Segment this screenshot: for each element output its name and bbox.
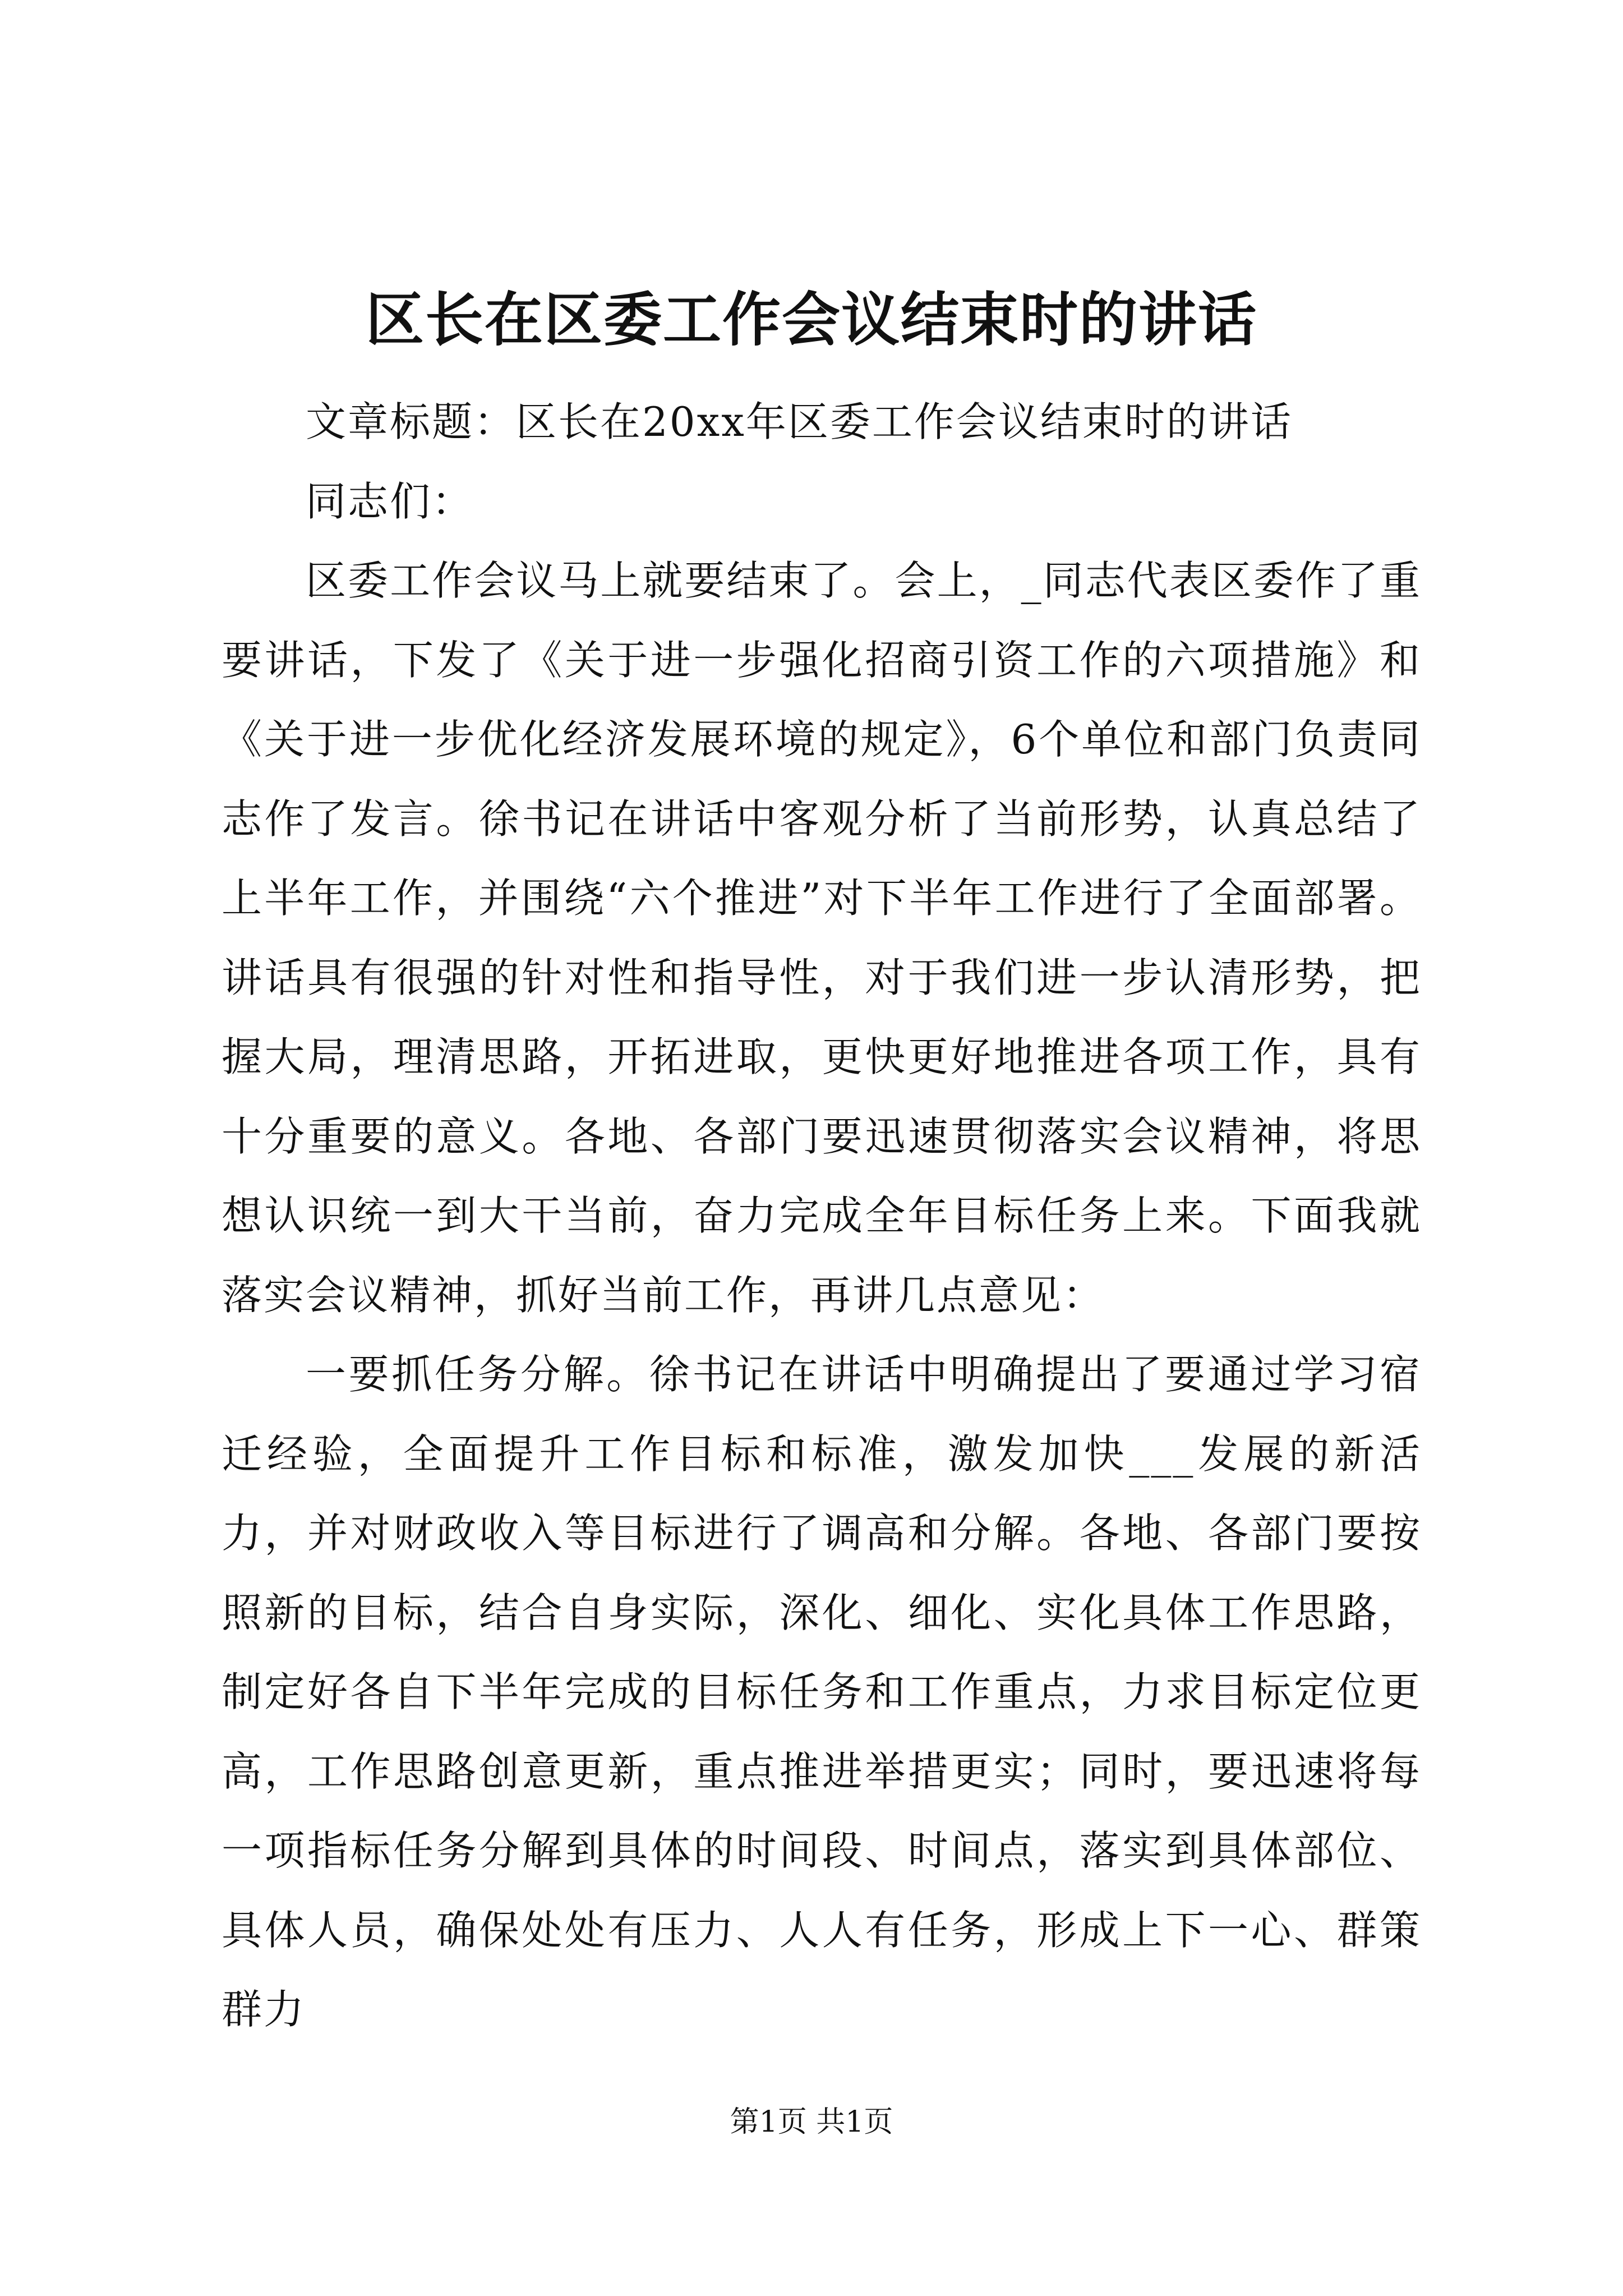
page-number-label: 第1页 共1页 — [730, 2105, 893, 2139]
document-body — [222, 383, 1422, 2050]
body-paragraph: 区委工作会议马上就要结束了。会上，_同志代表区委作了重要讲话，下发了《关于进一步强化招商引资工作的六项措施》和《关于进一步优化经济发展环境的规定》，6个单位和部门负责同志作了发言。徐书记在讲话中客观分析了当前形势，认真总结了上半年工作，并围绕“六个推进”对下半年工作进行了全面部署。讲话具有很强的针对性和指导性，对于我们进一步认清形势，把握大局，理清思路，开拓进取，更快更好地推进各项工作，具有十分重要的意义。各地、各部门要迅速贯彻落实会议精神，将思想认识统一到大干当前，奋力完成全年目标任务上来。下面我就落实会议精神，抓好当前工作，再讲几点意见： — [222, 557, 1422, 1319]
body-paragraph: 一要抓任务分解。徐书记在讲话中明确提出了要通过学习宿迁经验，全面提升工作目标和标准，激发加快___发展的新活力，并对财政收入等目标进行了调高和分解。各地、各部门要按照新的目标，结合自身实际，深化、细化、实化具体工作思路，制定好各自下半年完成的目标任务和工作重点，力求目标定位更高，工作思路创意更新，重点推进举措更实；同时，要迅速将每一项指标任务分解到具体的时间段、时间点，落实到具体部位、具体人员，确保处处有压力、人人有任务，形成上下一心、群策群力 — [222, 1351, 1422, 2033]
article-title-paragraph: 文章标题：区长在20xx年区委工作会议结束时的讲话 — [306, 398, 1293, 445]
page-footer — [0, 2102, 1623, 2142]
document-title: 区长在区委工作会议结束时的讲话 — [365, 285, 1257, 354]
salutation-paragraph: 同志们： — [306, 477, 474, 525]
